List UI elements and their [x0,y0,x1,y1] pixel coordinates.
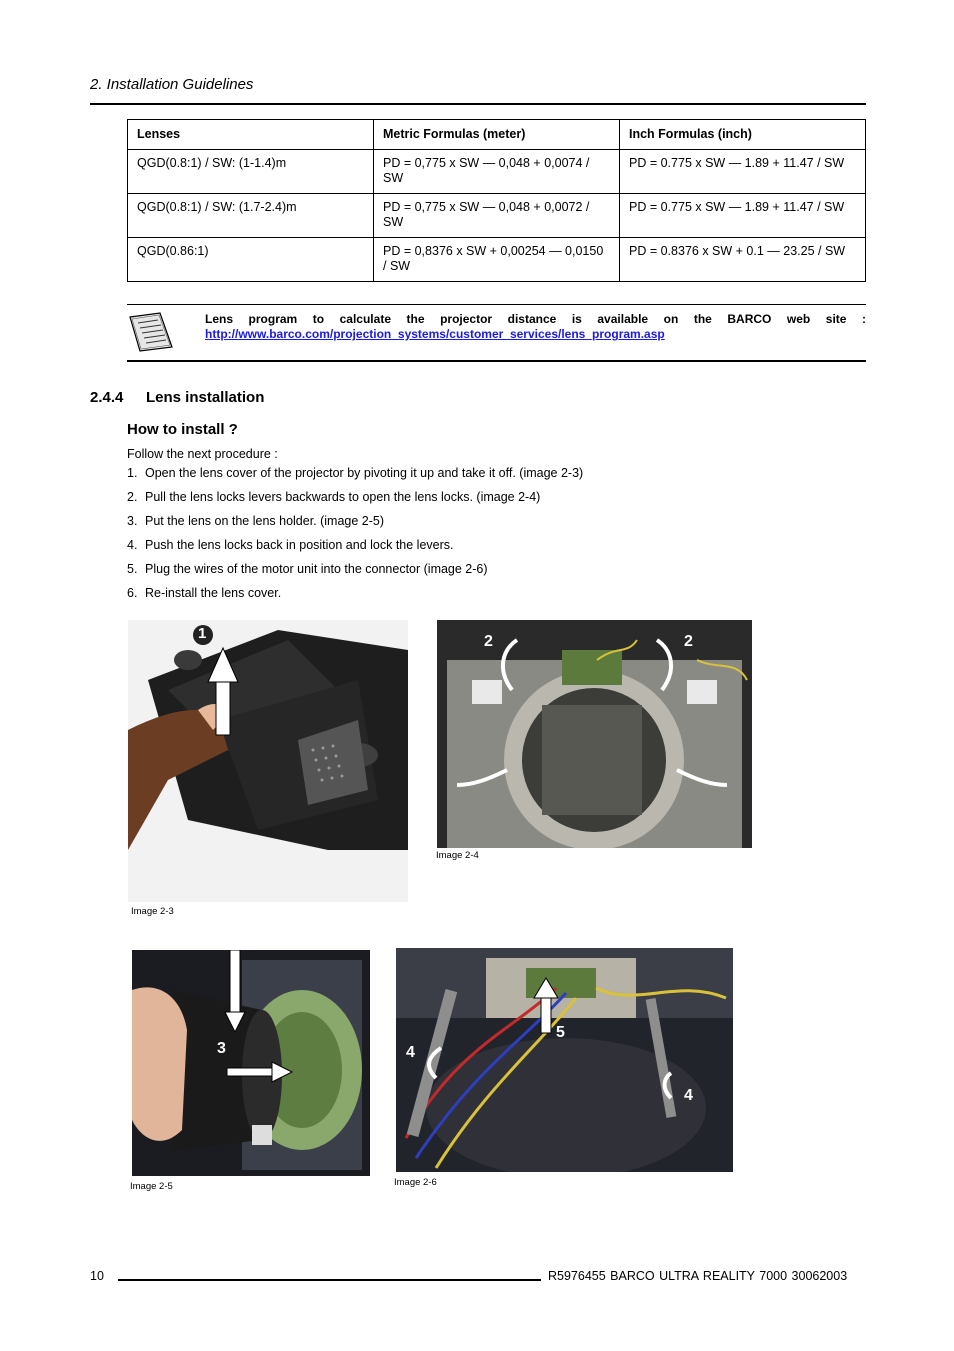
step-text: Put the lens on the lens holder. (image 2-5) [145,514,385,528]
note-rule-top [127,304,866,305]
callout-number: 4 [406,1044,415,1061]
callout-number: 5 [556,1024,565,1041]
table-cell: PD = 0.775 x SW — 1.89 + 11.47 / SW [620,150,866,194]
callout-number: 3 [217,1040,226,1057]
image-caption: Image 2-5 [130,1181,173,1192]
image-caption: Image 2-3 [131,906,174,917]
list-item [127,466,583,490]
list-item [127,562,583,586]
step-number: 2. [127,490,138,504]
table-row [128,150,866,194]
section-number: 2.4.4 [90,389,124,406]
footer-page-number: 10 [90,1269,104,1283]
header-title: 2. Installation Guidelines [90,76,254,93]
photo-lens-cover-removal [128,620,408,902]
lens-formulas-table [127,119,866,282]
table-cell: PD = 0.775 x SW — 1.89 + 11.47 / SW [620,194,866,238]
note-icon [128,311,174,358]
section-title: Lens installation [146,389,265,406]
table-header-cell: Metric Formulas (meter) [374,120,620,150]
callout-number: 4 [684,1087,693,1104]
note-link[interactable]: http://www.barco.com/projection_systems/customer_services/lens_program.asp [205,327,665,341]
table-row [128,238,866,282]
table-cell: QGD(0.8:1) / SW: (1.7-2.4)m [128,194,374,238]
list-item [127,586,583,610]
table-cell: PD = 0,775 x SW — 0,048 + 0,0072 / SW [374,194,620,238]
subsection-title: How to install ? [127,421,238,438]
step-number: 1. [127,466,138,480]
photo-lens-holder [132,950,370,1176]
step-text: Open the lens cover of the projector by pivoting it up and take it off. (image 2-3) [145,466,584,480]
table-cell: PD = 0,8376 x SW + 0,00254 — 0,0150 / SW [374,238,620,282]
note-rule-bottom [127,360,866,362]
footer-rule [118,1279,541,1281]
list-item [127,538,583,562]
step-text: Push the lens locks back in position and lock the levers. [145,538,454,552]
table-cell: PD = 0,775 x SW — 0,048 + 0,0074 / SW [374,150,620,194]
image-caption: Image 2-4 [436,850,479,861]
photo-motor-connector [396,948,733,1172]
table-header-cell: Lenses [128,120,374,150]
table-cell: QGD(0.86:1) [128,238,374,282]
table-cell: QGD(0.8:1) / SW: (1-1.4)m [128,150,374,194]
table-header-row [128,120,866,150]
table-row [128,194,866,238]
table-header-cell: Inch Formulas (inch) [620,120,866,150]
intro-text: Follow the next procedure : [127,447,278,461]
footer-document-id: R5976455 BARCO ULTRA REALITY 7000 30062003 [548,1269,848,1283]
procedure-steps [127,466,583,610]
step-number: 3. [127,514,138,528]
header-rule [90,103,866,105]
callout-number: 1 [198,625,207,642]
list-item [127,490,583,514]
photo-lens-locks [437,620,752,848]
step-text: Pull the lens locks levers backwards to open the lens locks. (image 2-4) [145,490,541,504]
callout-number: 2 [484,633,493,650]
step-number: 5. [127,562,138,576]
step-text: Re-install the lens cover. [145,586,282,600]
list-item [127,514,583,538]
step-number: 6. [127,586,138,600]
note-text: Lens program to calculate the projector distance is available on the BARCO web site : [205,312,866,326]
table-cell: PD = 0.8376 x SW + 0.1 — 23.25 / SW [620,238,866,282]
step-text: Plug the wires of the motor unit into the connector (image 2-6) [145,562,488,576]
callout-number: 2 [684,633,693,650]
step-number: 4. [127,538,138,552]
image-caption: Image 2-6 [394,1177,437,1188]
